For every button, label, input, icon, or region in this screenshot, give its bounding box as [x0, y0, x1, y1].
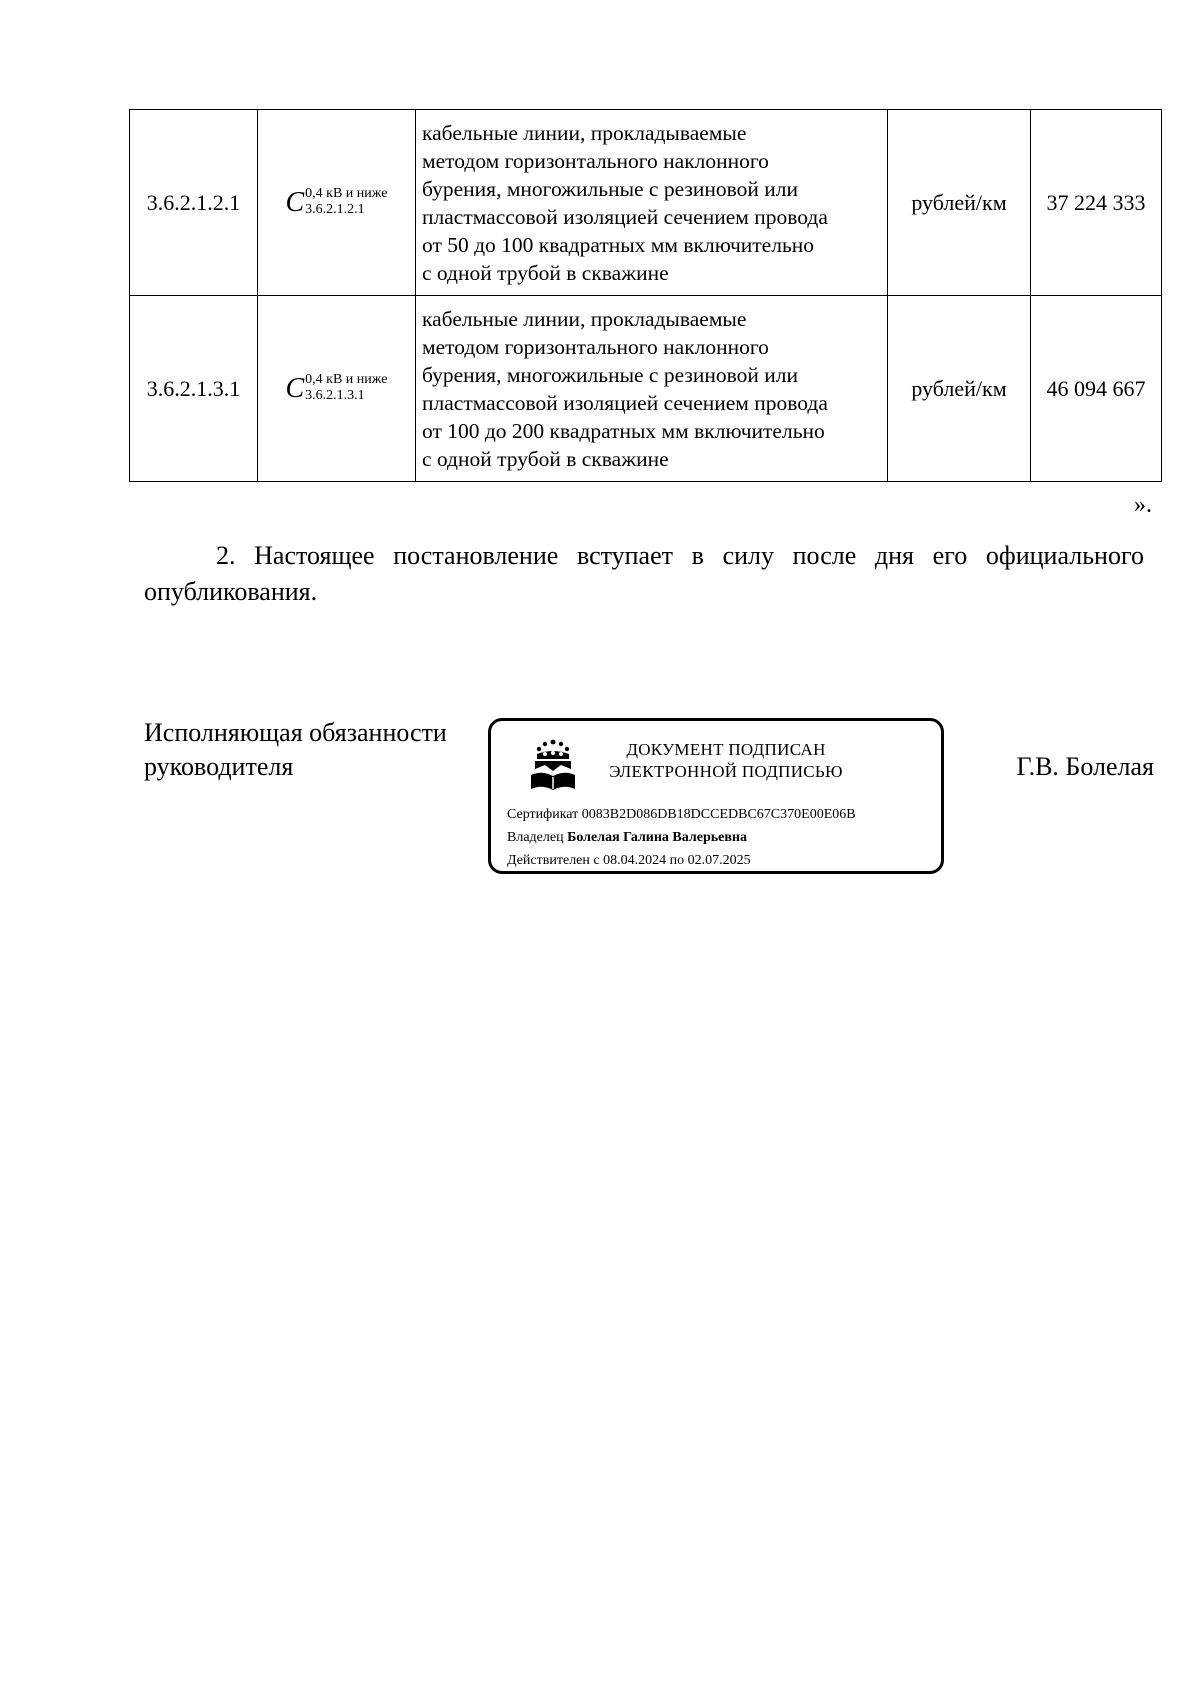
rate-description	[416, 296, 888, 482]
rate-symbol-base: C	[285, 372, 305, 404]
rate-symbol-superscript: 0,4 кВ и ниже	[305, 371, 388, 387]
valid-to-date: 02.07.2025	[687, 853, 751, 868]
valid-to-label: по	[669, 853, 685, 868]
description-line: методом горизонтального наклонного	[422, 148, 769, 173]
stamp-heading-line: ДОКУМЕНТ ПОДПИСАН	[626, 740, 826, 759]
rate-description	[416, 110, 888, 296]
rate-symbol-subscript: 3.6.2.1.2.1	[305, 201, 365, 217]
description-line: бурения, многожильные с резиновой или	[422, 362, 799, 387]
certificate-number: 0083B2D086DB18DCCEDBC67C370E00E06B	[581, 807, 856, 822]
rate-code: 3.6.2.1.3.1	[130, 296, 258, 482]
rate-symbol-formula	[285, 373, 387, 405]
rate-symbol-superscript: 0,4 кВ и ниже	[305, 185, 388, 201]
signer-position-line: Исполняющая обязанности	[144, 718, 447, 747]
signer-name: Г.В. Болелая	[1016, 752, 1154, 781]
description-line: пластмассовой изоляцией сечением провода	[422, 390, 828, 415]
stamp-validity-line	[507, 849, 856, 872]
rate-unit: рублей/км	[888, 296, 1031, 482]
valid-label: Действителен	[507, 853, 590, 868]
description-line: пластмассовой изоляцией сечением провода	[422, 204, 828, 229]
rate-symbol-subscript: 3.6.2.1.3.1	[305, 387, 365, 403]
rate-code: 3.6.2.1.2.1	[130, 110, 258, 296]
coat-of-arms-icon	[527, 739, 579, 795]
rate-symbol-base: C	[285, 186, 305, 218]
stamp-owner-line	[507, 826, 856, 849]
description-line: кабельные линии, прокладываемые	[422, 120, 747, 145]
clause-2-paragraph: 2. Настоящее постановление вступает в силу после дня его официального опубликования.	[144, 541, 1144, 606]
stamp-details	[507, 803, 856, 872]
rate-value: 37 224 333	[1031, 110, 1162, 296]
description-line: от 100 до 200 квадратных мм включительно	[422, 418, 825, 443]
rate-symbol-formula	[285, 187, 387, 219]
valid-from-label: с	[593, 853, 600, 868]
signer-position	[144, 716, 447, 784]
owner-name: Болелая Галина Валерьевна	[567, 830, 747, 845]
table-row	[130, 110, 1162, 296]
certificate-label: Сертификат	[507, 807, 579, 822]
valid-from-date: 08.04.2024	[603, 853, 667, 868]
e-signature-stamp	[488, 718, 944, 874]
stamp-heading	[601, 739, 851, 783]
rate-symbol	[258, 110, 416, 296]
description-line: методом горизонтального наклонного	[422, 334, 769, 359]
stamp-certificate-line	[507, 803, 856, 826]
closing-quote: ».	[1134, 492, 1152, 518]
stamp-heading-line: ЭЛЕКТРОННОЙ ПОДПИСЬЮ	[609, 762, 843, 781]
description-line: бурения, многожильные с резиновой или	[422, 176, 799, 201]
description-line: от 50 до 100 квадратных мм включительно	[422, 232, 815, 257]
table-row	[130, 296, 1162, 482]
description-line: с одной трубой в скважине	[422, 260, 669, 285]
rate-unit: рублей/км	[888, 110, 1031, 296]
rates-table	[129, 109, 1162, 482]
rate-value: 46 094 667	[1031, 296, 1162, 482]
signer-position-line: руководителя	[144, 752, 294, 781]
rate-symbol	[258, 296, 416, 482]
description-line: кабельные линии, прокладываемые	[422, 306, 747, 331]
owner-label: Владелец	[507, 830, 564, 845]
description-line: с одной трубой в скважине	[422, 446, 669, 471]
